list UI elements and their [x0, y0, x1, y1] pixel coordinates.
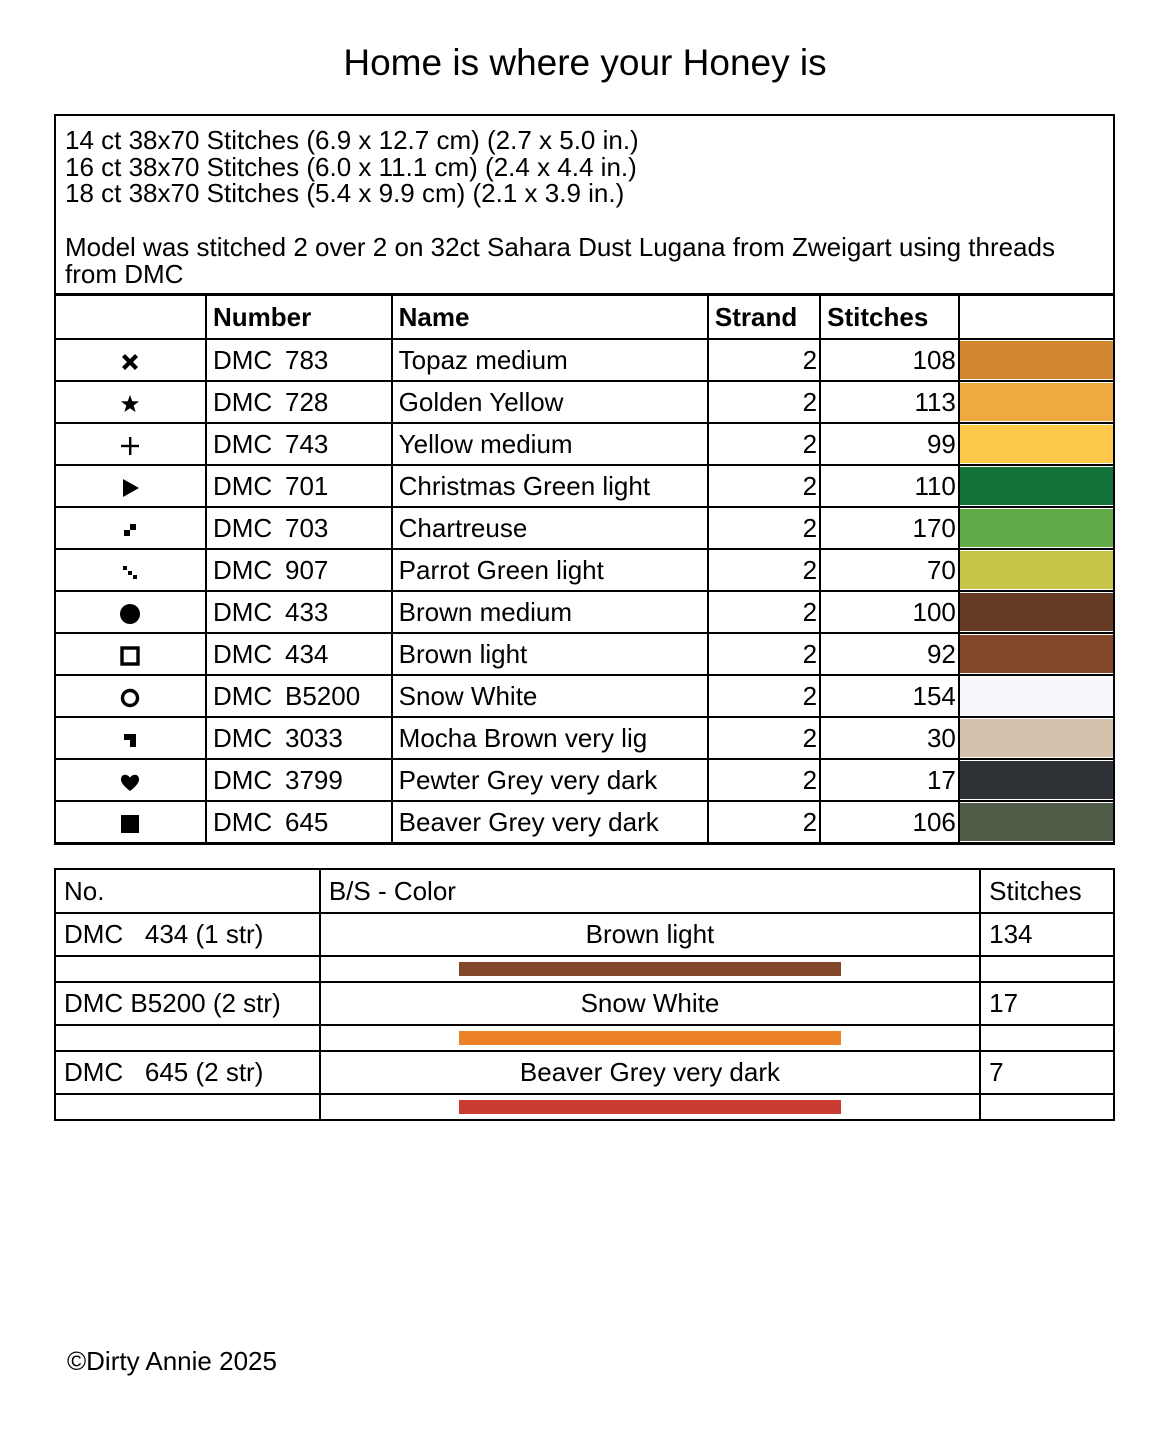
- thread-color-cell: [959, 633, 1114, 675]
- thread-code: 701: [284, 470, 329, 501]
- thread-code: 728: [284, 386, 329, 417]
- thread-strand: 2: [708, 549, 820, 591]
- thread-name: Pewter Grey very dark: [392, 759, 708, 801]
- backstitch-line-sample: [459, 1031, 841, 1045]
- color-swatch: [960, 425, 1113, 463]
- thread-color-cell: [959, 339, 1114, 381]
- backstitch-number: DMC B5200 (2 str): [55, 982, 320, 1025]
- thread-number: [206, 507, 392, 549]
- empty-cell: [55, 956, 320, 982]
- thread-name: Parrot Green light: [392, 549, 708, 591]
- thread-row: [55, 339, 1114, 381]
- header-no: No.: [55, 869, 320, 913]
- backstitch-row: [55, 982, 1114, 1025]
- backstitch-color-name: Snow White: [320, 982, 980, 1025]
- thread-brand: DMC: [212, 638, 273, 669]
- page-title: Home is where your Honey is: [343, 42, 827, 83]
- copyright: ©Dirty Annie 2025: [67, 1346, 277, 1376]
- thread-brand: DMC: [212, 722, 273, 753]
- thread-name: Golden Yellow: [392, 381, 708, 423]
- thread-number: [206, 633, 392, 675]
- thread-strand: 2: [708, 381, 820, 423]
- color-swatch: [960, 803, 1113, 841]
- cross-icon: [117, 349, 143, 375]
- backstitch-table: [54, 868, 1115, 1121]
- triangle-right-icon: [117, 475, 143, 501]
- heart-icon: [117, 769, 143, 795]
- thread-name: Brown light: [392, 633, 708, 675]
- color-swatch: [960, 677, 1113, 715]
- thread-strand: 2: [708, 423, 820, 465]
- thread-code: 783: [284, 344, 329, 375]
- thread-name: Christmas Green light: [392, 465, 708, 507]
- size-line-16ct: 16 ct 38x70 Stitches (6.0 x 11.1 cm) (2.4 x 4.4 in.): [65, 151, 637, 182]
- header-bs-color: B/S - Color: [320, 869, 980, 913]
- plus-icon: [117, 433, 143, 459]
- star-icon: [117, 391, 143, 417]
- symbol-cell: [55, 423, 206, 465]
- thread-number: [206, 423, 392, 465]
- symbol-cell: [55, 633, 206, 675]
- header-number: Number: [206, 295, 392, 339]
- color-swatch: [960, 761, 1113, 799]
- backstitch-color-name: Brown light: [320, 913, 980, 956]
- thread-brand: DMC: [212, 764, 273, 795]
- thread-brand: DMC: [212, 554, 273, 585]
- header-color: [959, 295, 1114, 339]
- color-swatch: [960, 509, 1113, 547]
- thread-code: 907: [284, 554, 329, 585]
- thread-stitches: 99: [820, 423, 959, 465]
- thread-color-cell: [959, 759, 1114, 801]
- thread-row: [55, 549, 1114, 591]
- symbol-cell: [55, 675, 206, 717]
- thread-number: [206, 675, 392, 717]
- thread-number: [206, 759, 392, 801]
- backstitch-stitches: 134: [980, 913, 1114, 956]
- backstitch-line-sample: [459, 962, 841, 976]
- thread-brand: DMC: [212, 512, 273, 543]
- color-swatch: [960, 551, 1113, 589]
- thread-row: [55, 423, 1114, 465]
- backstitch-stitches: 17: [980, 982, 1114, 1025]
- thread-color-cell: [959, 801, 1114, 844]
- thread-brand: DMC: [212, 806, 273, 837]
- size-line-14ct: 14 ct 38x70 Stitches (6.9 x 12.7 cm) (2.7 x 5.0 in.): [65, 125, 639, 155]
- symbol-cell: [55, 339, 206, 381]
- thread-name: Chartreuse: [392, 507, 708, 549]
- backstitch-line-cell: [320, 956, 980, 982]
- color-swatch: [960, 635, 1113, 673]
- thread-stitches: 113: [820, 381, 959, 423]
- thread-strand: 2: [708, 717, 820, 759]
- model-note: Model was stitched 2 over 2 on 32ct Sahara Dust Lugana from Zweigart using threads from DMC: [65, 232, 1055, 289]
- thread-name: Mocha Brown very lig: [392, 717, 708, 759]
- backstitch-header: [55, 869, 1114, 913]
- backstitch-line-sample: [459, 1100, 841, 1114]
- pattern-info-box: [54, 114, 1115, 296]
- thread-stitches: 92: [820, 633, 959, 675]
- thread-code: B5200: [284, 680, 361, 711]
- thread-name: Topaz medium: [392, 339, 708, 381]
- header-bs-stitches: Stitches: [980, 869, 1114, 913]
- thread-row: [55, 759, 1114, 801]
- thread-number: [206, 549, 392, 591]
- color-swatch: [960, 383, 1113, 421]
- filled-square-icon: [117, 811, 143, 837]
- thread-stitches: 108: [820, 339, 959, 381]
- thread-brand: DMC: [212, 470, 273, 501]
- thread-row: [55, 675, 1114, 717]
- thread-number: [206, 339, 392, 381]
- backstitch-line-row: [55, 956, 1114, 982]
- step-squares-icon: [117, 517, 143, 543]
- thread-row: [55, 633, 1114, 675]
- backstitch-line-row: [55, 1094, 1114, 1120]
- hollow-circle-icon: [117, 685, 143, 711]
- thread-strand: 2: [708, 507, 820, 549]
- thread-stitches: 30: [820, 717, 959, 759]
- symbol-cell: [55, 549, 206, 591]
- filled-circle-icon: [117, 601, 143, 627]
- thread-number: [206, 591, 392, 633]
- thread-key-table: [54, 294, 1115, 845]
- thread-name: Brown medium: [392, 591, 708, 633]
- thread-brand: DMC: [212, 386, 273, 417]
- thread-number: [206, 717, 392, 759]
- thread-number: [206, 381, 392, 423]
- backstitch-row: [55, 913, 1114, 956]
- header-name: Name: [392, 295, 708, 339]
- thread-strand: 2: [708, 759, 820, 801]
- backstitch-line-row: [55, 1025, 1114, 1051]
- thread-color-cell: [959, 381, 1114, 423]
- thread-row: [55, 507, 1114, 549]
- thread-row: [55, 801, 1114, 844]
- thread-code: 645: [284, 806, 329, 837]
- backstitch-color-name: Beaver Grey very dark: [320, 1051, 980, 1094]
- thread-color-cell: [959, 465, 1114, 507]
- color-swatch: [960, 593, 1113, 631]
- thread-table-header: [55, 295, 1114, 339]
- symbol-cell: [55, 465, 206, 507]
- color-swatch: [960, 341, 1113, 379]
- diagonal-dots-icon: [117, 559, 143, 585]
- backstitch-stitches: 7: [980, 1051, 1114, 1094]
- thread-row: [55, 717, 1114, 759]
- thread-strand: 2: [708, 339, 820, 381]
- header-strand: Strand: [708, 295, 820, 339]
- thread-stitches: 110: [820, 465, 959, 507]
- backstitch-line-cell: [320, 1025, 980, 1051]
- thread-name: Snow White: [392, 675, 708, 717]
- thread-brand: DMC: [212, 680, 273, 711]
- empty-cell: [980, 1025, 1114, 1051]
- empty-cell: [980, 1094, 1114, 1120]
- backstitch-line-cell: [320, 1094, 980, 1120]
- thread-code: 433: [284, 596, 329, 627]
- thread-color-cell: [959, 423, 1114, 465]
- thread-code: 743: [284, 428, 329, 459]
- color-swatch: [960, 719, 1113, 757]
- thread-color-cell: [959, 675, 1114, 717]
- thread-code: 3033: [284, 722, 343, 753]
- size-list: [65, 127, 639, 207]
- thread-color-cell: [959, 717, 1114, 759]
- empty-cell: [980, 956, 1114, 982]
- thread-number: [206, 465, 392, 507]
- symbol-cell: [55, 801, 206, 844]
- thread-name: Yellow medium: [392, 423, 708, 465]
- thread-number: [206, 801, 392, 844]
- thread-strand: 2: [708, 801, 820, 844]
- thread-stitches: 106: [820, 801, 959, 844]
- backstitch-number: DMC 434 (1 str): [55, 913, 320, 956]
- thread-brand: DMC: [212, 344, 273, 375]
- color-swatch: [960, 467, 1113, 505]
- thread-brand: DMC: [212, 428, 273, 459]
- thread-code: 703: [284, 512, 329, 543]
- thread-row: [55, 381, 1114, 423]
- thread-strand: 2: [708, 591, 820, 633]
- thread-stitches: 17: [820, 759, 959, 801]
- symbol-cell: [55, 717, 206, 759]
- thread-name: Beaver Grey very dark: [392, 801, 708, 844]
- thread-color-cell: [959, 507, 1114, 549]
- thread-color-cell: [959, 549, 1114, 591]
- thread-brand: DMC: [212, 596, 273, 627]
- symbol-cell: [55, 381, 206, 423]
- thread-color-cell: [959, 591, 1114, 633]
- thread-code: 434: [284, 638, 329, 669]
- size-line-18ct: 18 ct 38x70 Stitches (5.4 x 9.9 cm) (2.1 x 3.9 in.): [65, 178, 625, 208]
- symbol-cell: [55, 507, 206, 549]
- empty-cell: [55, 1025, 320, 1051]
- thread-row: [55, 465, 1114, 507]
- header-symbol: [55, 295, 206, 339]
- corner-block-icon: [117, 727, 143, 753]
- thread-strand: 2: [708, 465, 820, 507]
- thread-stitches: 170: [820, 507, 959, 549]
- header-stitches: Stitches: [820, 295, 959, 339]
- symbol-cell: [55, 591, 206, 633]
- backstitch-number: DMC 645 (2 str): [55, 1051, 320, 1094]
- thread-row: [55, 591, 1114, 633]
- thread-code: 3799: [284, 764, 343, 795]
- empty-cell: [55, 1094, 320, 1120]
- thread-stitches: 154: [820, 675, 959, 717]
- symbol-cell: [55, 759, 206, 801]
- thread-strand: 2: [708, 633, 820, 675]
- hollow-square-icon: [117, 643, 143, 669]
- thread-stitches: 100: [820, 591, 959, 633]
- backstitch-row: [55, 1051, 1114, 1094]
- thread-stitches: 70: [820, 549, 959, 591]
- thread-strand: 2: [708, 675, 820, 717]
